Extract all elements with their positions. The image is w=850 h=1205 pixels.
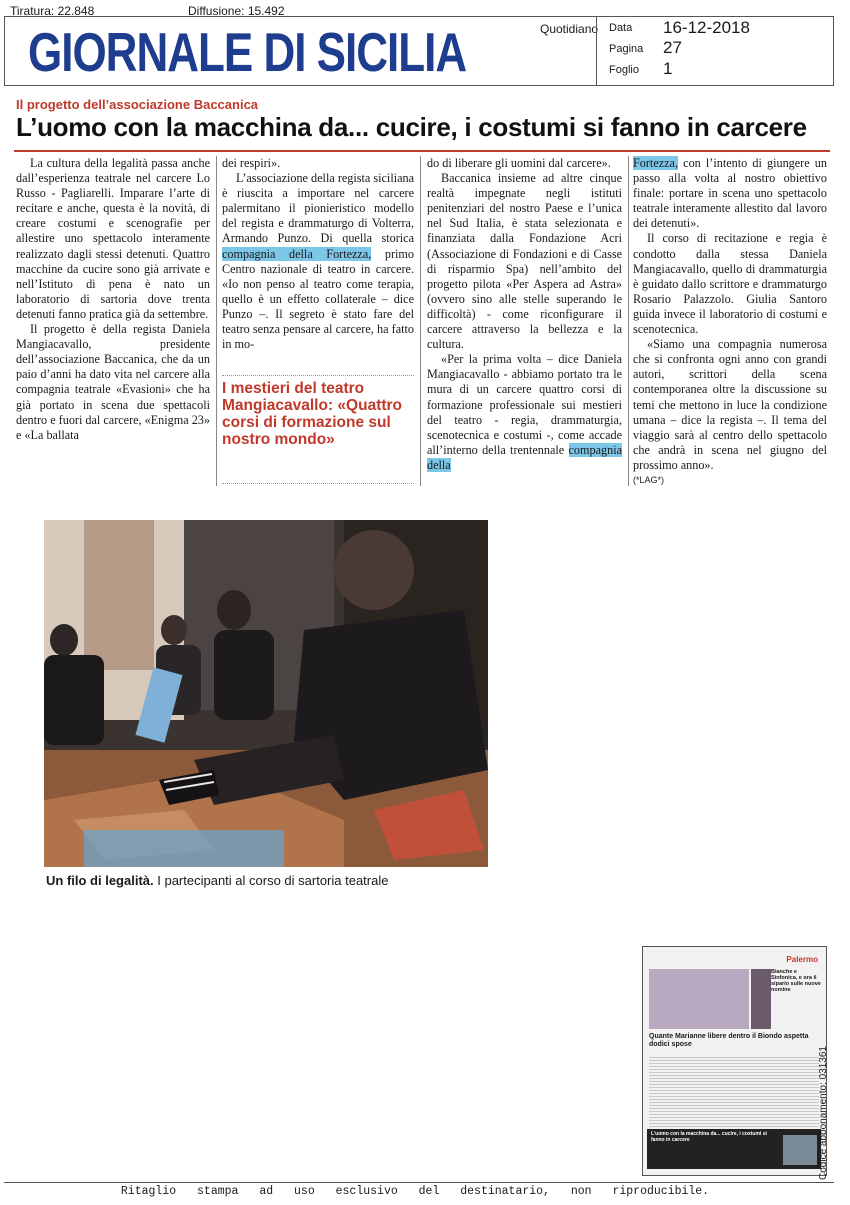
paragraph: «Siamo una compagnia numerosa che si confronta ogni anno con grandi autori, scrittori della scena contemporanea oltre la discussione su temi che mettono in luce la condizione umana – dice la regista –. Il tema del viaggio sarà al centro dello spettacolo che andrà in scena nel giugno del prossimo anno». (633, 337, 827, 472)
text-span: con l’intento di giungere un passo alla volta al nostro obiettivo finale: portare in scena uno spettacolo teatrale interamente allestito dal lavoro dei detenuti». (633, 156, 827, 231)
photo-illustration (44, 520, 488, 867)
thumb-headline-1: Bianche e Sinfonica, e ora il sipario sulle nuove nomine (771, 969, 821, 993)
foglio-value: 1 (663, 59, 673, 78)
article-column-3 (427, 156, 622, 473)
newspaper-logo: GIORNALE DI SICILIA (28, 22, 467, 84)
thumb-headline-3: L’uomo con la macchina da... cucire, i costumi si fanno in carcere (651, 1131, 767, 1143)
article-column-1 (16, 156, 210, 443)
text-span: primo Centro nazionale di teatro in carcere. «Io non penso al teatro come terapia, quello è un effetto collaterale – dice Punzo –. Il segreto è stato fare del teatro senza pensare al carcere, ha fatto in mo- (222, 246, 414, 352)
paragraph: Baccanica insieme ad altre cinque realtà impegnate negli istituti penitenziari del nostro Paese e l’unica nel Sud Italia, è stata selezionata e finanziata dalla Fondazione Acri (Associazione di Fondazioni e di Casse di risparmio Spa) nell’ambito del progetto pilota «Per Aspera ad Astra» (ovvero sino alle stelle superando le difficoltà) - come riconfigurare il carcere attraverso la bellezza e la cultura. (427, 171, 622, 352)
sidebar-rule-top (222, 375, 414, 376)
info-box (596, 16, 835, 86)
paragraph (222, 171, 414, 352)
highlighted-text: Fortezza, (633, 156, 679, 170)
data-value: 16-12-2018 (663, 18, 750, 37)
column-divider (216, 156, 217, 486)
highlighted-text: compagnia della (427, 442, 622, 472)
photo-caption (46, 873, 388, 888)
paragraph (633, 156, 827, 231)
article-kicker: Il progetto dell’associazione Baccanica (16, 97, 259, 112)
footer-disclaimer: Ritaglio stampa ad uso esclusivo del destinatario, non riproducibile. (120, 1185, 710, 1198)
subscription-code: Codice abbonamento: 031361 (818, 1046, 829, 1180)
column-divider (628, 156, 629, 486)
thumb-section: Palermo (786, 955, 818, 964)
thumb-photo (783, 1135, 817, 1165)
headline-rule (14, 150, 830, 152)
data-label: Data (609, 22, 633, 34)
footer-rule (4, 1182, 834, 1183)
article-headline: L’uomo con la macchina da... cucire, i costumi si fanno in carcere (16, 112, 807, 142)
sidebar-title: I mestieri del teatro Mangiacavallo: «Quattro corsi di formazione sul nostro mondo» (222, 380, 403, 448)
article-column-2 (222, 156, 414, 352)
article-photo (44, 520, 488, 867)
sidebar-rule-bottom (222, 483, 414, 484)
paragraph: dei respiri». (222, 156, 281, 170)
paragraph: do di liberare gli uomini dal carcere». (427, 156, 611, 170)
thumb-text-block (649, 1057, 819, 1127)
paragraph: Il progetto è della regista Daniela Mangiacavallo, presidente dell’associazione Baccanica, che da un paio d’anni ha dato vita nel carcere alla compagnia teatrale «Evasioni» che ha già portato in scena due spettacoli dentro e fuori dal carcere, «Enigma 23» e «La ballata (16, 322, 210, 442)
pagina-value: 27 (663, 38, 682, 57)
pagina-label: Pagina (609, 43, 644, 55)
foglio-label: Foglio (609, 64, 639, 76)
tiratura: Tiratura: 22.848 (10, 4, 95, 18)
publication-type: Quotidiano (540, 22, 599, 36)
paragraph (427, 352, 622, 473)
signature: (*LAG*) (633, 474, 665, 485)
thumb-photo (649, 969, 749, 1029)
caption-text: I partecipanti al corso di sartoria teatrale (153, 873, 389, 888)
highlighted-text: compagnia della Fortezza, (222, 246, 372, 261)
thumb-photo (751, 969, 771, 1029)
article-column-4 (633, 156, 827, 488)
column-divider (420, 156, 421, 486)
text-span: L’associazione della regista siciliana è riuscita a importare nel carcere palermitano il pionieristico modello del regista e drammaturgo di Volterra, Armando Punzo. Di quella storica (222, 171, 414, 246)
caption-bold: Un filo di legalità. (46, 873, 154, 888)
paragraph: La cultura della legalità passa anche dall’esperienza teatrale nel carcere Lo Russo - Pagliarelli. Imparare l’arte di recitare e anche, questa è la novità, di creare costumi e scenografie per allestire uno spettacolo interamente realizzato dagli stessi detenuti. Quattro macchine da cucire sono già arrivate e nell’Istituto di pena è nato un laboratorio di sartoria dove trenta detenuti fanno pratica già da settembre. (16, 156, 210, 321)
diffusione: Diffusione: 15.492 (188, 4, 285, 18)
text-span: «Per la prima volta – dice Daniela Mangiacavallo - abbiamo portato tra le mura di un carcere quattro corsi di formazione professionale sui mestieri del teatro - regia, drammaturgia, scenotecnica e costumi -, come accade all’interno della trentennale (427, 352, 622, 457)
thumb-headline-2: Quante Marianne libere dentro il Biondo aspetta dodici spose (649, 1033, 809, 1048)
page-thumbnail (642, 946, 827, 1176)
paragraph: Il corso di recitazione e regia è condotto dalla stessa Daniela Mangiacavallo, quello di drammaturgia è guidato dallo scrittore e drammaturgo Rosario Palazzolo. Giulia Santoro guida invece il laboratorio di costumi e scenotecnica. (633, 231, 827, 337)
